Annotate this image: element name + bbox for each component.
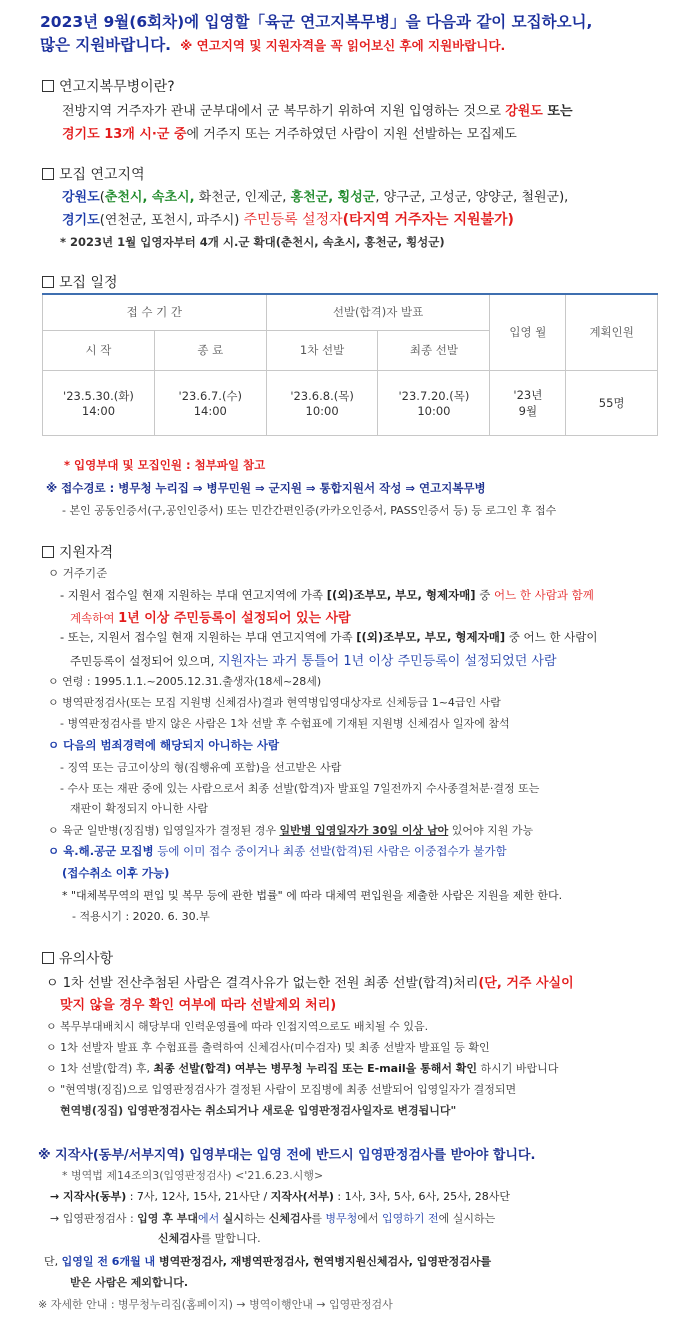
regions-gyeonggi: 경기도(연천군, 포천시, 파주시) 주민등록 설정자(타지역 거주자는 지원불가) <box>62 212 514 228</box>
exam-definition-2: 신체검사를 말합니다. <box>158 1232 261 1245</box>
notes-line-5: ㅇ 1차 선발(합격) 후, 최종 선발(합격) 여부는 병무청 누리집 또는 E-mail을 통해서 확인 하시기 바랍니다 <box>46 1062 559 1075</box>
elig-effective-date: - 적용시기 : 2020. 6. 30.부 <box>72 910 210 923</box>
table-row <box>43 370 658 435</box>
section-title-notes: 유의사항 <box>42 948 113 968</box>
definition-line-1: 전방지역 거주자가 관내 군부대에서 군 복무하기 위하여 지원 입영하는 것으로 강원도 또는 <box>62 104 573 119</box>
notes-line-4: ㅇ 1차 선발자 발표 후 수험표를 출력하여 신체검사(미수검자) 및 최종 선발자 발표일 등 확인 <box>46 1041 490 1054</box>
elig-general-soldier: ㅇ 육군 일반병(징집병) 입영일자가 결정된 경우 일반병 입영일자가 30일 이상 남아 있어야 지원 가능 <box>48 824 534 837</box>
exam-exception-2: 받은 사람은 제외합니다. <box>70 1276 189 1289</box>
note-application-route: ※ 접수경로 : 병무청 누리집 ⇒ 병무민원 ⇒ 군지원 ⇒ 통합지원서 작성 ⇒ 연고지복무병 <box>46 481 486 495</box>
definition-line-2: 경기도 13개 시·군 중에 거주지 또는 거주하였던 사람이 지원 선발하는 모집제도 <box>62 127 517 142</box>
checkbox-bullet-icon <box>42 546 54 558</box>
schedule-table <box>42 293 658 436</box>
cell-enlist: '23년 9월 <box>490 370 566 435</box>
elig-duplicate-note: (접수취소 이후 가능) <box>62 866 170 880</box>
elig-physical-note: - 병역판정검사를 받지 않은 사람은 1차 선발 후 수험표에 기재된 지원병 신체검사 일자에 참석 <box>60 717 510 730</box>
elig-line-5: 주민등록이 설정되어 있으며, 지원자는 과거 통틀어 1년 이상 주민등록이 설정되었던 사람 <box>70 654 557 669</box>
th-announcement: 선발(합격)자 발표 <box>266 294 490 330</box>
intro-line-1: 2023년 9월(6회차)에 입영할「육군 연고지복무병」을 다음과 같이 모집하오니, <box>40 13 593 31</box>
exam-law: * 병역법 제14조의3(입영판정검사) <'21.6.23.시행> <box>62 1169 324 1182</box>
th-receipt-period: 접 수 기 간 <box>43 294 267 330</box>
notes-line-7: 현역병(징집) 입영판정검사는 취소되거나 새로운 입영판정검사일자로 변경됩니다" <box>60 1104 457 1117</box>
checkbox-bullet-icon <box>42 80 54 92</box>
checkbox-bullet-icon <box>42 952 54 964</box>
notes-line-2: 맞지 않을 경우 확인 여부에 따라 선발제외 처리) <box>60 998 337 1013</box>
intro-note: ※ 연고지역 및 지원자격을 꼭 읽어보신 후에 지원바랍니다. <box>180 38 506 53</box>
footer-guide: ※ 자세한 안내 : 병무청누리집(홈페이지) → 병역이행안내 → 입영판정검사 <box>38 1298 393 1311</box>
elig-line-3: 계속하여 1년 이상 주민등록이 설정되어 있는 사람 <box>70 611 351 626</box>
section-title-schedule: 모집 일정 <box>42 272 118 292</box>
exam-exception: 단, 입영일 전 6개월 내 병역판정검사, 재병역판정검사, 현역병지원신체검사, 입영판정검사를 <box>44 1255 492 1268</box>
elig-criminal-1: - 징역 또는 금고이상의 형(집행유예 포함)을 선고받은 사람 <box>60 761 342 774</box>
th-enlist-month: 입영 월 <box>490 294 566 370</box>
notes-line-1: ㅇ 1차 선발 전산추첨된 사람은 결격사유가 없는한 전원 최종 선발(합격)처리(단, 거주 사실이 <box>46 976 574 991</box>
notes-line-3: ㅇ 복무부대배치시 해당부대 인력운영률에 따라 인접지역으로도 배치될 수 있음. <box>46 1020 429 1033</box>
elig-residence: ㅇ 거주기준 <box>48 566 108 580</box>
section-title-definition: 연고지복무병이란? <box>42 76 175 96</box>
elig-line-4: - 또는, 지원서 접수일 현재 지원하는 부대 연고지역에 가족 [(외)조부모, 부모, 형제자매] 중 어느 한 사람이 <box>60 630 598 644</box>
elig-line-2: - 지원서 접수일 현재 지원하는 부대 연고지역에 가족 [(외)조부모, 부모, 형제자매] 중 어느 한 사람과 함께 <box>60 588 594 602</box>
regions-note: * 2023년 1월 입영자부터 4개 시.군 확대(춘천시, 속초시, 홍천군, 횡성군) <box>60 235 445 249</box>
note-attachment: * 입영부대 및 모집인원 : 첨부파일 참고 <box>64 458 266 472</box>
th-planned-count: 계획인원 <box>566 294 658 370</box>
elig-criminal-3: 재판이 확정되지 아니한 사람 <box>70 802 209 815</box>
cell-start: '23.5.30.(화) 14:00 <box>43 370 155 435</box>
exam-units: → 지작사(동부) : 7사, 12사, 15사, 21사단 / 지작사(서부) : 1사, 3사, 5사, 6사, 25사, 28사단 <box>50 1190 510 1203</box>
cell-end: '23.6.7.(수) 14:00 <box>154 370 266 435</box>
elig-age: ㅇ 연령 : 1995.1.1.~2005.12.31.출생자(18세~28세) <box>48 675 322 688</box>
cell-final: '23.7.20.(목) 10:00 <box>378 370 490 435</box>
section-title-eligibility: 지원자격 <box>42 542 113 562</box>
notes-line-6: ㅇ "현역병(징집)으로 입영판정검사가 결정된 사람이 모집병에 최종 선발되어 입영일자가 결정되면 <box>46 1083 517 1096</box>
intro-main: 많은 지원바랍니다. <box>40 36 172 54</box>
elig-criminal-2: - 수사 또는 재판 중에 있는 사람으로서 최종 선발(합격)자 발표일 7일전까지 수사종결처분·결정 또는 <box>60 782 540 795</box>
th-start: 시 작 <box>43 330 155 370</box>
elig-duplicate: ㅇ 육.해.공군 모집병 등에 이미 접수 중이거나 최종 선발(합격)된 사람은 이중접수가 불가함 <box>48 844 507 858</box>
note-login: - 본인 공동인증서(구,공인인증서) 또는 민간간편인증(카카오인증서, PASS인증서 등) 등 로그인 후 접수 <box>62 504 557 517</box>
th-final-selection: 최종 선발 <box>378 330 490 370</box>
elig-alternative-service: * "대체복무역의 편입 및 복무 등에 관한 법률" 에 따라 대체역 편입원을 제출한 사람은 지원을 제한 한다. <box>62 889 563 902</box>
elig-criminal: ㅇ 다음의 범죄경력에 해당되지 아니하는 사람 <box>48 738 280 752</box>
section-title-regions: 모집 연고지역 <box>42 164 145 184</box>
regions-gangwon: 강원도(춘천시, 속초시, 화천군, 인제군, 홍천군, 횡성군, 양구군, 고성군, 양양군, 철원군), <box>62 190 569 205</box>
intro-line-2 <box>40 33 505 55</box>
checkbox-bullet-icon <box>42 276 54 288</box>
th-end: 종 료 <box>154 330 266 370</box>
checkbox-bullet-icon <box>42 168 54 180</box>
exam-heading: ※ 지작사(동부/서부지역) 입영부대는 입영 전에 반드시 입영판정검사를 받아야 합니다. <box>38 1148 536 1163</box>
cell-plan: 55명 <box>566 370 658 435</box>
cell-first: '23.6.8.(목) 10:00 <box>266 370 378 435</box>
exam-definition: → 입영판정검사 : 입영 후 부대에서 실시하는 신체검사를 병무청에서 입영하기 전에 실시하는 <box>50 1212 496 1225</box>
th-first-selection: 1차 선발 <box>266 330 378 370</box>
elig-physical: ㅇ 병역판정검사(또는 모집 지원병 신체검사)결과 현역병입영대상자로 신체등급 1~4급인 사람 <box>48 696 501 709</box>
